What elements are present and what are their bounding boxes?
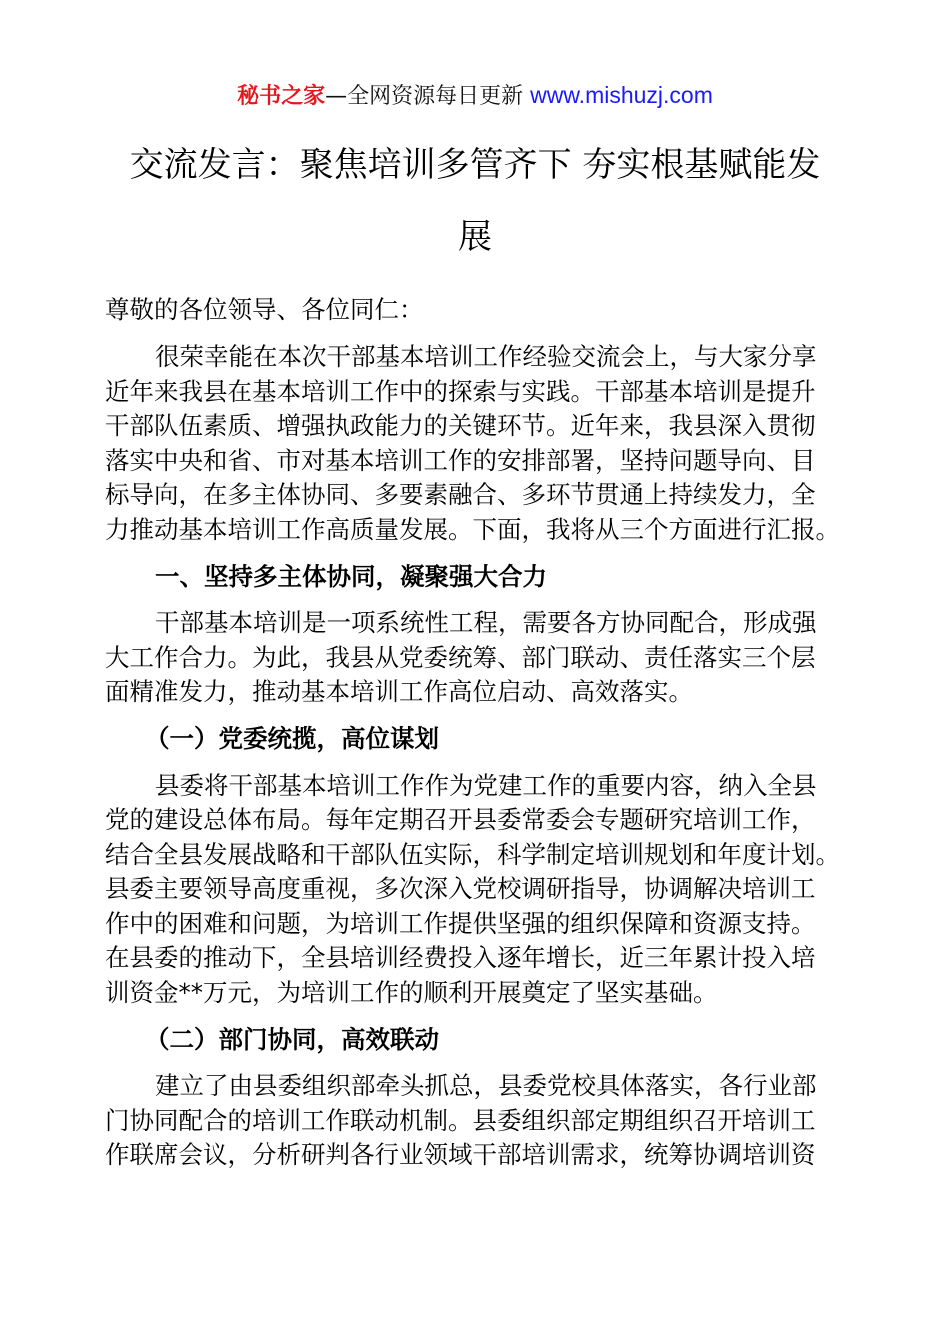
brand-name: 秘书之家 [237, 84, 326, 109]
paragraph-line: 近年来我县在基本培训工作中的探索与实践。干部基本培训是提升 [105, 377, 816, 406]
paragraph-line: 训资金**万元，为培训工作的顺利开展奠定了坚实基础。 [105, 978, 718, 1007]
section-heading-1: 一、坚持多主体协同，凝聚强大合力 [155, 562, 547, 591]
paragraph-line: 建立了由县委组织部牵头抓总，县委党校具体落实，各行业部 [155, 1071, 817, 1100]
subsection-heading-2: （二）部门协同，高效联动 [145, 1025, 439, 1054]
paragraph-line: 在县委的推动下，全县培训经费投入逐年增长，近三年累计投入培 [105, 943, 816, 972]
document-title-line-1: 交流发言：聚焦培训多管齐下 夯实根基赋能发 [129, 145, 821, 185]
paragraph-line: 县委将干部基本培训工作作为党建工作的重要内容，纳入全县 [155, 771, 817, 800]
paragraph-line: 面精准发力，推动基本培训工作高位启动、高效落实。 [105, 677, 693, 706]
paragraph-line: 作中的困难和问题，为培训工作提供坚强的组织保障和资源支持。 [105, 909, 816, 938]
paragraph-line: 结合全县发展战略和干部队伍实际，科学制定培训规划和年度计划。 [105, 840, 840, 869]
paragraph-line: 很荣幸能在本次干部基本培训工作经验交流会上，与大家分享 [155, 342, 817, 371]
paragraph-line: 党的建设总体布局。每年定期召开县委常委会专题研究培训工作， [105, 805, 816, 834]
paragraph-line: 干部基本培训是一项系统性工程，需要各方协同配合，形成强 [155, 608, 817, 637]
site-banner [0, 80, 950, 112]
document-title-line-2: 展 [458, 217, 492, 257]
subsection-heading-1: （一）党委统揽，高位谋划 [145, 724, 439, 753]
site-url-link[interactable]: www.mishuzj.com [530, 82, 713, 108]
paragraph-line: 干部队伍素质、增强执政能力的关键环节。近年来，我县深入贯彻 [105, 411, 816, 440]
paragraph-line: 作联席会议，分析研判各行业领域干部培训需求，统筹协调培训资 [105, 1140, 816, 1169]
paragraph-line: 门协同配合的培训工作联动机制。县委组织部定期组织召开培训工 [105, 1106, 816, 1135]
paragraph-line: 标导向，在多主体协同、多要素融合、多环节贯通上持续发力，全 [105, 480, 816, 509]
salutation: 尊敬的各位领导、各位同仁： [105, 295, 424, 324]
banner-tagline: —全网资源每日更新 [325, 84, 531, 109]
paragraph-line: 落实中央和省、市对基本培训工作的安排部署，坚持问题导向、目 [105, 446, 816, 475]
paragraph-line: 县委主要领导高度重视，多次深入党校调研指导，协调解决培训工 [105, 874, 816, 903]
paragraph-line: 力推动基本培训工作高质量发展。下面，我将从三个方面进行汇报。 [105, 515, 840, 544]
paragraph-line: 大工作合力。为此，我县从党委统筹、部门联动、责任落实三个层 [105, 643, 816, 672]
